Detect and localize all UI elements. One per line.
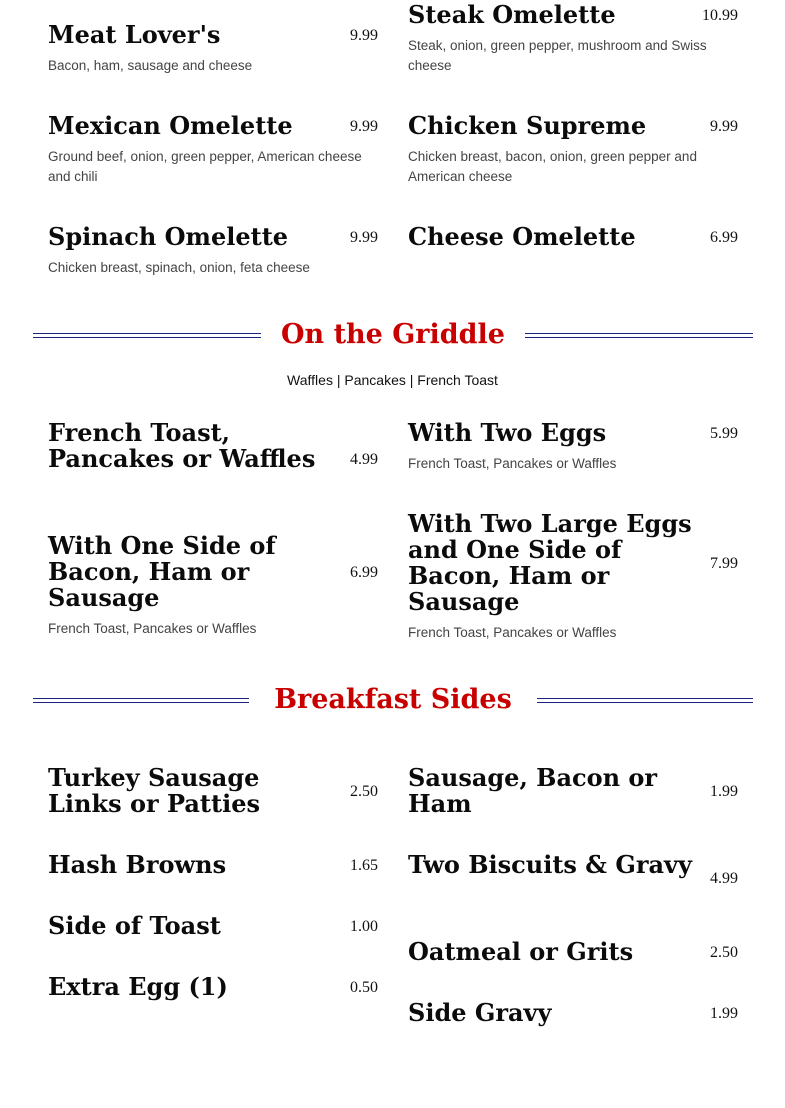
item-name: Side of Toast: [48, 911, 221, 940]
section-subtitle: Waffles | Pancakes | French Toast: [287, 372, 498, 388]
item-price: 2.50: [710, 944, 738, 961]
item-price: 4.99: [710, 870, 738, 887]
item-price: 1.00: [350, 918, 378, 935]
menu-item-french-toast-pancakes-waffles: [48, 420, 378, 472]
item-description: French Toast, Pancakes or Waffles: [408, 625, 617, 640]
item-name: Mexican Omelette: [48, 111, 293, 140]
menu-item-turkey-sausage: [48, 765, 378, 817]
item-price: 9.99: [710, 118, 738, 135]
menu-item-sausage-bacon-ham: [408, 765, 738, 817]
menu-item-with-two-large-eggs: [408, 511, 738, 643]
item-name: Sausage, Bacon or Ham: [408, 763, 658, 818]
item-price: 9.99: [350, 229, 378, 246]
item-name: Turkey Sausage Links or Patties: [48, 763, 260, 818]
section-title: On the Griddle: [281, 319, 505, 350]
item-price: 9.99: [350, 27, 378, 44]
item-price: 4.99: [350, 451, 378, 468]
item-price: 6.99: [350, 564, 378, 581]
item-name: Side Gravy: [408, 998, 552, 1027]
item-description: Bacon, ham, sausage and cheese: [48, 58, 253, 73]
item-name: Cheese Omelette: [408, 222, 636, 251]
item-name: Steak Omelette: [408, 0, 616, 29]
item-name: French Toast, Pancakes or Waffles: [48, 418, 316, 473]
menu-item-chicken-supreme: [408, 113, 738, 187]
section-header-griddle: [33, 316, 753, 356]
item-price: 0.50: [350, 979, 378, 996]
item-name: With Two Eggs: [408, 418, 607, 447]
item-name: Oatmeal or Grits: [408, 937, 634, 966]
menu-item-side-gravy: [408, 1000, 738, 1026]
section-header-sides: [33, 681, 753, 721]
menu-item-oatmeal-grits: [408, 939, 738, 965]
menu-item-extra-egg: [48, 974, 378, 1000]
menu-item-cheese-omelette: [408, 224, 738, 250]
menu-item-meat-lovers: [48, 22, 378, 76]
item-price: 6.99: [710, 229, 738, 246]
menu-item-two-biscuits-gravy: [408, 850, 738, 887]
item-price: 7.99: [710, 555, 738, 572]
item-name: With One Side of Bacon, Ham or Sausage: [48, 531, 276, 612]
item-price: 9.99: [350, 118, 378, 135]
item-price: 10.99: [702, 7, 738, 24]
item-price: 1.99: [710, 1005, 738, 1022]
item-name: Two Biscuits & Gravy: [408, 850, 692, 879]
item-name: Hash Browns: [48, 850, 227, 879]
menu-item-hash-browns: [48, 852, 378, 878]
item-description: French Toast, Pancakes or Waffles: [48, 621, 257, 636]
menu-item-mexican-omelette: [48, 113, 378, 187]
section-title: Breakfast Sides: [274, 684, 512, 715]
item-name: Spinach Omelette: [48, 222, 289, 251]
menu-item-with-two-eggs: [408, 420, 738, 474]
menu-item-steak-omelette: [408, 2, 738, 76]
menu-item-with-one-side: [48, 533, 378, 639]
item-price: 5.99: [710, 425, 738, 442]
item-name: Chicken Supreme: [408, 111, 647, 140]
menu-item-side-of-toast: [48, 913, 378, 939]
item-description: Chicken breast, spinach, onion, feta cheese: [48, 260, 310, 275]
item-price: 1.99: [710, 783, 738, 800]
item-name: Extra Egg (1): [48, 972, 228, 1001]
item-description: Chicken breast, bacon, onion, green pepper and American cheese: [408, 149, 697, 184]
item-name: Meat Lover's: [48, 20, 221, 49]
item-description: French Toast, Pancakes or Waffles: [408, 456, 617, 471]
item-price: 1.65: [350, 857, 378, 874]
item-name: With Two Large Eggs and One Side of Bacon, Ham or Sausage: [408, 509, 692, 616]
item-price: 2.50: [350, 783, 378, 800]
item-description: Steak, onion, green pepper, mushroom and Swiss cheese: [408, 38, 707, 73]
menu-item-spinach-omelette: [48, 224, 378, 278]
item-description: Ground beef, onion, green pepper, American cheese and chili: [48, 149, 362, 184]
